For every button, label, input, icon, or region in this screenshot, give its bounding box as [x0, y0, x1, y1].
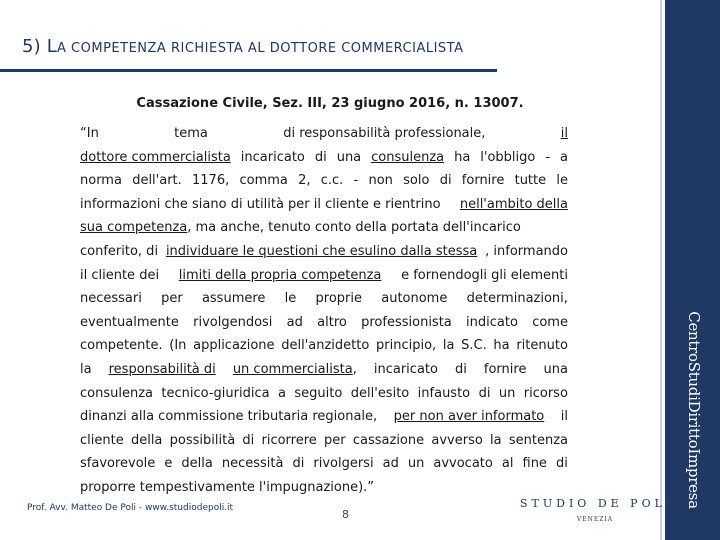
- quote-line-6: conferito, di individuare le questioni che esulino dalla stessa , informando: [80, 243, 568, 259]
- quote-block: [80, 122, 568, 500]
- logo-name: STUDIO DE POLI: [520, 497, 675, 510]
- quote-line-16: proporre tempestivamente l'impugnazione).”: [80, 479, 375, 495]
- quote-line-15: sfavorevole e della necessità di rivolgersi ad un avvocato al fine di: [80, 456, 568, 472]
- quote-line-5: sua competenza, ma anche, tenuto conto della portata dell'incarico: [80, 220, 521, 236]
- sidebar-vertical-text: CentroStudiDirittoImpresa: [685, 311, 703, 509]
- quote-line-11: la responsabilità di un commercialista, incaricato di fornire una: [80, 361, 568, 377]
- quote-line-10: competente. (In applicazione dell'anzidetto principio, la S.C. ha ritenuto: [80, 338, 568, 354]
- quote-line-1: “In tema di responsabilità professionale, il: [80, 126, 568, 141]
- quote-line-4: informazioni che siano di utilità per il cliente e rientrino nell'ambito della: [80, 196, 568, 212]
- page-number: 8: [342, 508, 349, 521]
- title-underline: [0, 69, 497, 72]
- footer-author: Prof. Avv. Matteo De Poli - www.studiodepoli.it: [27, 503, 234, 513]
- studio-logo: [520, 497, 675, 523]
- quote-line-13: dinanzi alla commissione tributaria regionale, per non aver informato il: [80, 409, 568, 425]
- quote-line-9: eventualmente rivolgendosi ad altro professionista indicato come: [80, 314, 568, 330]
- quote-line-12: consulenza tecnico-giuridica a seguito dell'esito infausto di un ricorso: [80, 385, 568, 401]
- quote-line-8: necessari per assumere le proprie autonome determinazioni,: [80, 291, 568, 307]
- quote-line-3: norma dell'art. 1176, comma 2, c.c. - non solo di fornire tutte le: [80, 173, 568, 189]
- quote-line-14: cliente della possibilità di ricorrere per cassazione avverso la sentenza: [80, 432, 568, 448]
- sidebar-divider: [660, 0, 662, 540]
- logo-city: VENEZIA: [576, 516, 614, 523]
- quote-line-7: il cliente dei limiti della propria competenza e fornendogli gli elementi: [80, 267, 568, 283]
- quote-line-2: dottore commercialista incaricato di una consulenza ha l'obbligo - a: [80, 149, 568, 165]
- citation-heading: Cassazione Civile, Sez. III, 23 giugno 2016, n. 13007.: [136, 96, 524, 111]
- slide-title: 5) LA COMPETENZA RICHIESTA AL DOTTORE COMMERCIALISTA: [22, 36, 464, 57]
